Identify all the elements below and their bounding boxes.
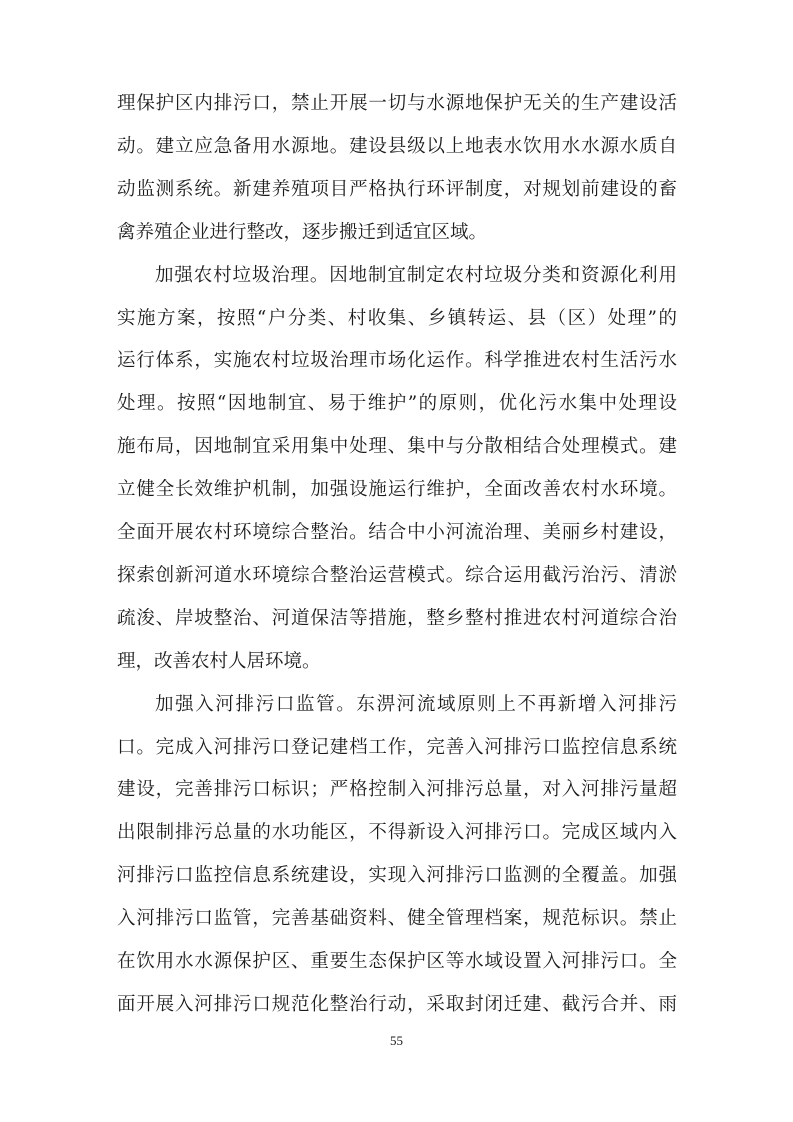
text-line: 疏浚、岸坡整治、河道保洁等措施，整乡整村推进农村河道综合治 [117, 607, 677, 629]
text-line: 运行体系，实施农村垃圾治理市场化运作。科学推进农村生活污水 [117, 350, 677, 372]
page-number: 55 [390, 1033, 403, 1048]
text-line: 处理。按照“因地制宜、易于维护”的原则，优化污水集中处理设 [117, 393, 677, 415]
text-line: 建设，完善排污口标识；严格控制入河排污总量，对入河排污量超 [117, 779, 677, 801]
text-line: 加强入河排污口监管。东淠河流域原则上不再新增入河排污 [155, 693, 677, 715]
text-line: 立健全长效维护机制，加强设施运行维护，全面改善农村水环境。 [117, 479, 677, 501]
text-line: 口。完成入河排污口登记建档工作，完善入河排污口监控信息系统 [117, 736, 677, 758]
text-line: 全面开展农村环境综合整治。结合中小河流治理、美丽乡村建设， [117, 522, 677, 544]
text-line: 理保护区内排污口，禁止开展一切与水源地保护无关的生产建设活 [117, 93, 677, 114]
text-line: 实施方案，按照“户分类、村收集、乡镇转运、县（区）处理”的 [117, 307, 677, 329]
text-line: 禽养殖企业进行整改，逐步搬迁到适宜区域。 [117, 221, 488, 243]
text-line: 探索创新河道水环境综合整治运营模式。综合运用截污治污、清淤 [117, 564, 677, 586]
text-line: 施布局，因地制宜采用集中处理、集中与分散相结合处理模式。建 [117, 436, 677, 458]
text-line: 理，改善农村人居环境。 [117, 650, 321, 672]
text-line: 出限制排污总量的水功能区，不得新设入河排污口。完成区域内入 [117, 822, 677, 844]
text-line: 面开展入河排污口规范化整治行动，采取封闭迁建、截污合并、雨 [117, 994, 677, 1015]
text-line: 在饮用水水源保护区、重要生态保护区等水域设置入河排污口。全 [117, 951, 677, 973]
text-line: 动监测系统。新建养殖项目严格执行环评制度，对规划前建设的畜 [117, 178, 677, 200]
text-line: 入河排污口监管，完善基础资料、健全管理档案，规范标识。禁止 [117, 908, 677, 930]
text-line: 动。建立应急备用水源地。建设县级以上地表水饮用水水源水质自 [117, 135, 677, 157]
text-line: 河排污口监控信息系统建设，实现入河排污口监测的全覆盖。加强 [117, 865, 677, 887]
text-line: 加强农村垃圾治理。因地制宜制定农村垃圾分类和资源化利用 [155, 264, 677, 286]
